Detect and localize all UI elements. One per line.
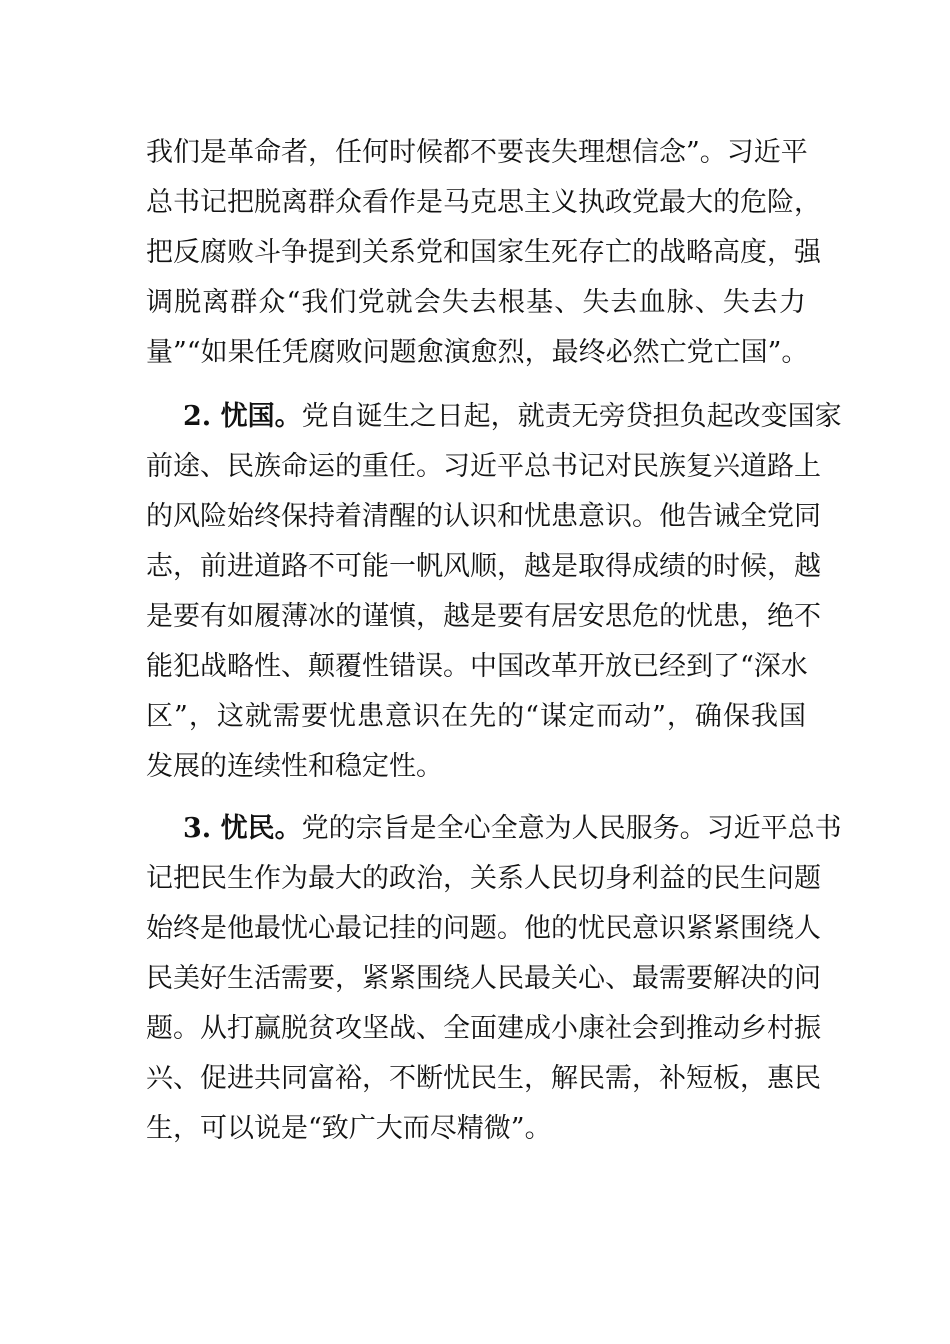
paragraph-3-line-4: 民美好生活需要，紧紧围绕人民最关心、最需要解决的问 [146,963,821,994]
paragraph-2-line-2: 前途、民族命运的重任。习近平总书记对民族复兴道路上 [146,451,821,482]
paragraph-2-line-1-text: 党自诞生之日起，就责无旁贷担负起改变国家 [301,401,842,432]
paragraph-1-line-3: 把反腐败斗争提到关系党和国家生死存亡的战略高度，强 [146,237,821,268]
paragraph-2-line-7: 区”，这就需要忧患意识在先的“谋定而动”，确保我国 [146,701,806,732]
paragraph-2-line-4: 志，前进道路不可能一帆风顺，越是取得成绩的时候，越 [146,551,821,582]
section-heading-youmin: 3. 忧民。 [183,813,302,844]
paragraph-1-line-5: 量”“如果任凭腐败问题愈演愈烈，最终必然亡党亡国”。 [146,337,809,368]
paragraph-2-line-3: 的风险始终保持着清醒的认识和忧患意识。他告诫全党同 [146,501,821,532]
paragraph-1-line-2: 总书记把脱离群众看作是马克思主义执政党最大的危险， [146,187,821,218]
paragraph-2-line-5: 是要有如履薄冰的谨慎，越是要有居安思危的忧患，绝不 [146,601,821,632]
paragraph-3-line-3: 始终是他最忧心最记挂的问题。他的忧民意识紧紧围绕人 [146,913,821,944]
paragraph-3-line-6: 兴、促进共同富裕，不断忧民生，解民需，补短板，惠民 [146,1063,821,1094]
paragraph-2-line-8: 发展的连续性和稳定性。 [146,751,443,782]
paragraph-1-line-1: 我们是革命者，任何时候都不要丧失理想信念”。习近平 [146,137,808,168]
paragraph-2-line-6: 能犯战略性、颠覆性错误。中国改革开放已经到了“深水 [146,651,808,682]
paragraph-3-line-2: 记把民生作为最大的政治，关系人民切身利益的民生问题 [146,863,821,894]
paragraph-2-line-1 [183,397,842,437]
paragraph-3-line-1 [183,809,842,849]
paragraph-3-line-1-text: 党的宗旨是全心全意为人民服务。习近平总书 [301,813,842,844]
paragraph-3-line-7: 生，可以说是“致广大而尽精微”。 [146,1113,552,1144]
paragraph-1-line-4: 调脱离群众“我们党就会失去根基、失去血脉、失去力 [146,287,806,318]
section-heading-youguo: 2. 忧国。 [183,401,302,432]
paragraph-3-line-5: 题。从打赢脱贫攻坚战、全面建成小康社会到推动乡村振 [146,1013,821,1044]
